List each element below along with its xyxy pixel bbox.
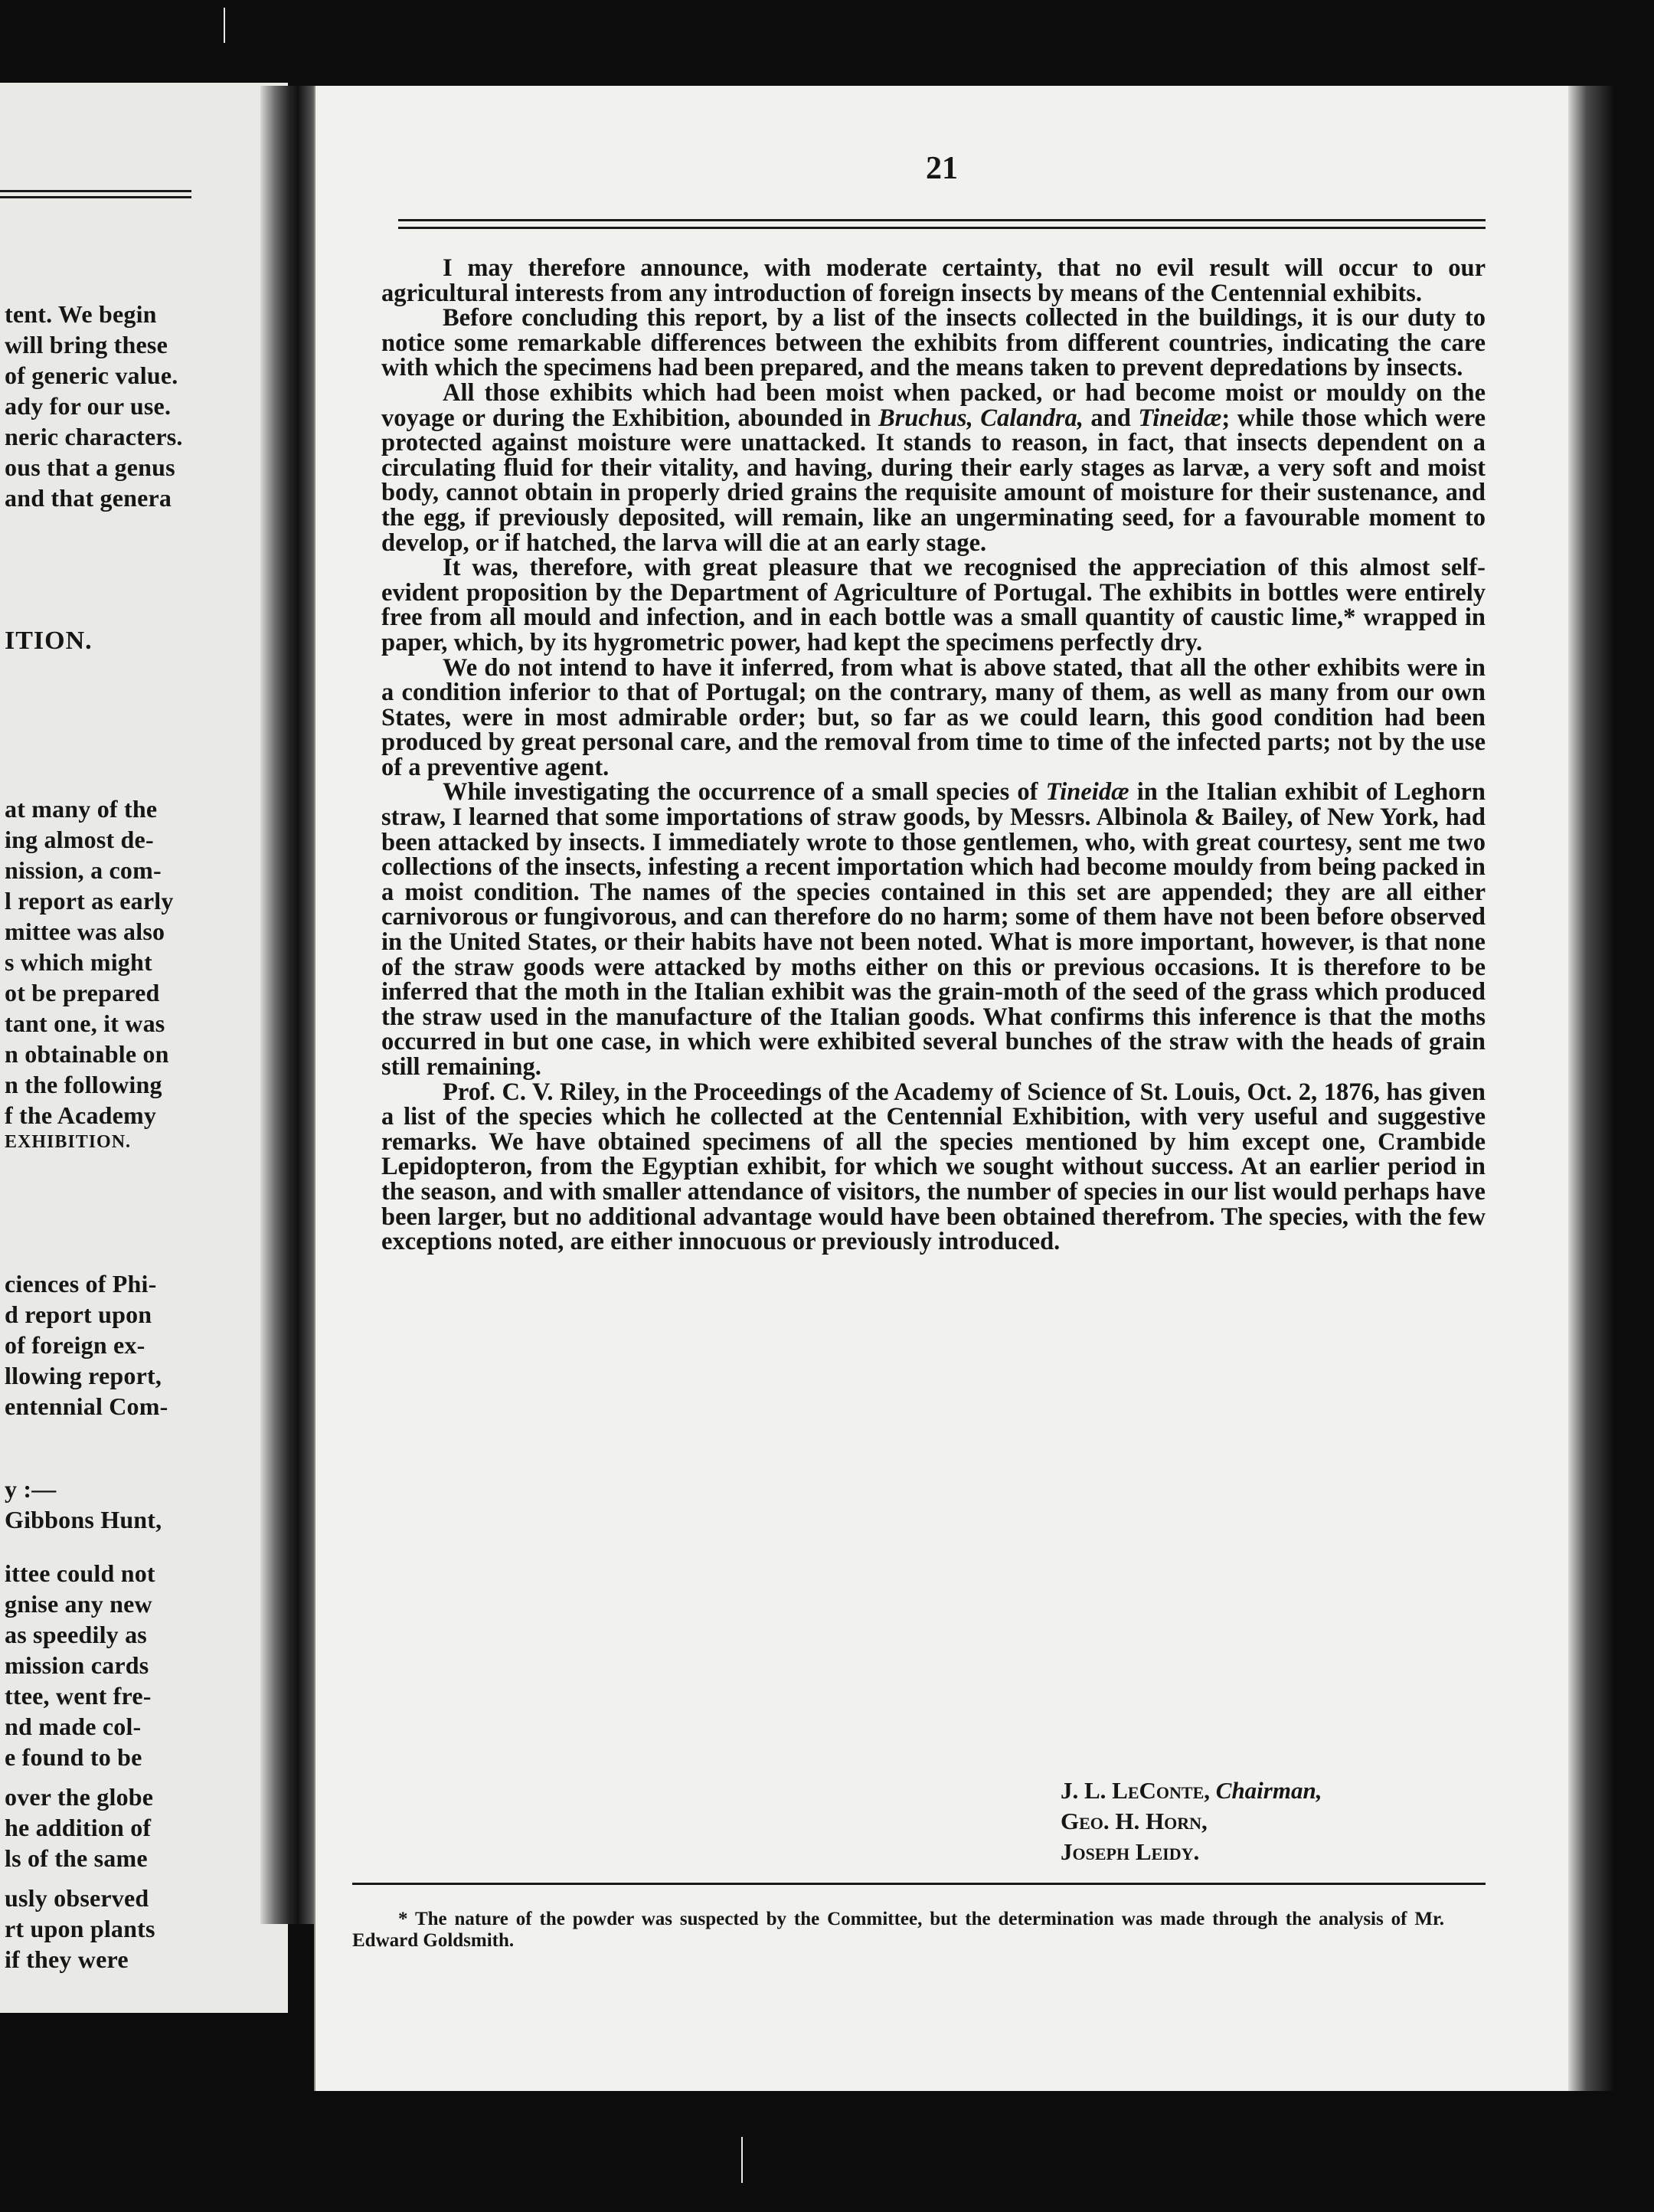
facing-page-line: ing almost de- bbox=[5, 826, 154, 853]
facing-page-line: llowing report, bbox=[5, 1362, 162, 1389]
facing-page-line: ot be prepared bbox=[5, 979, 160, 1006]
header-rule bbox=[398, 219, 1486, 221]
facing-page-line: f the Academy bbox=[5, 1101, 157, 1129]
facing-page-line: y :— bbox=[5, 1475, 57, 1503]
facing-page-line: e found to be bbox=[5, 1743, 142, 1771]
paragraph: Prof. C. V. Riley, in the Proceedings of the Academy of Science of St. Louis, Oct. 2, 1876, has given a list of the species which he collected at the Centennial Exhibition, with very useful and suggestive remarks. We have obtained specimens of all the species mentioned by him except one, Crambide Lepidopteron, from the Egyptian exhibit, for which we sought without success. At an earlier period in the season, and with smaller attendance of visitors, the number of species in our list would perhaps have been larger, but no additional advantage would have been obtained therefrom. The species, with the few exceptions noted, are either innocuous or previously introduced. bbox=[381, 1078, 1486, 1256]
facing-page-line: l report as early bbox=[5, 887, 174, 915]
facing-page bbox=[0, 83, 288, 2013]
facing-page-heading: ITION. bbox=[5, 627, 93, 655]
facing-page-line: s which might bbox=[5, 948, 152, 976]
facing-page-line: and that genera bbox=[5, 484, 172, 512]
page-number: 21 bbox=[926, 151, 958, 186]
facing-page-line: ittee could not bbox=[5, 1559, 155, 1587]
paragraph: It was, therefore, with great pleasure that we recognised the appreciation of this almost self-evident proposition by the Department of Agriculture of Portugal. The exhibits in bottles were entirely free from all mould and infection, and in each bottle was a small quantity of caustic lime,* wrapped in paper, which, by its hygrometric power, had kept the specimens perfectly dry. bbox=[381, 554, 1486, 656]
paragraph: Before concluding this report, by a list of the insects collected in the buildings, it is our duty to notice some remarkable differences between the exhibits from different countries, indicating the care with which the specimens had been prepared, and the means taken to prevent depredations by insects. bbox=[381, 304, 1486, 382]
footnote: * The nature of the powder was suspected by the Committee, but the determination was made through the analysis of Mr. Edward Goldsmith. bbox=[352, 1909, 1444, 1951]
scan-mark bbox=[741, 2137, 743, 2183]
facing-page-line: if they were bbox=[5, 1945, 129, 1973]
body-text bbox=[381, 256, 1486, 1255]
paragraph: While investigating the occurrence of a small species of Tineidæ in the Italian exhibit of Leghorn straw, I learned that some importations of straw goods, by Messrs. Albinola & Bailey, of New York, had been attacked by insects. I immediately wrote to those gentlemen, who, with great courtesy, sent me two collections of the insects, infesting a recent importation which had become mouldy from being packed in a moist condition. The names of the species contained in this set are appended; they are all either carnivorous or fungivorous, and can therefore do no harm; some of them have not been before observed in the United States, or their habits have not been noted. What is more important, however, is that none of the straw goods were attacked by moths either on this or previous occasions. It is therefore to be inferred that the moth in the Italian exhibit was the grain-moth of the seed of the grass which produced the straw used in the manufacture of the Italian goods. What confirms this inference is that the moths occurred in but one case, in which were exhibited several bunches of the straw with the heads of grain still remaining. bbox=[381, 778, 1486, 1081]
facing-page-line: usly observed bbox=[5, 1884, 149, 1912]
facing-page-line: d report upon bbox=[5, 1301, 152, 1328]
signature-role: Chairman, bbox=[1215, 1777, 1322, 1804]
facing-page-line: ciences of Phi- bbox=[5, 1270, 157, 1297]
facing-page-line: entennial Com- bbox=[5, 1392, 168, 1420]
facing-page-line: ady for our use. bbox=[5, 392, 172, 420]
facing-page-line: gnise any new bbox=[5, 1590, 152, 1618]
facing-page-line: of generic value. bbox=[5, 362, 178, 389]
signature-leidy bbox=[1061, 1837, 1322, 1867]
paragraph: We do not intend to have it inferred, from what is above stated, that all the other exhibits were in a condition inferior to that of Portugal; on the contrary, many of them, as well as many from our own States, were in most admirable order; but, so far as we could learn, this good condition had been produced by great personal care, and the removal from time to time of the infected parts; not by the use of a preventive agent. bbox=[381, 653, 1486, 781]
signature-name: Joseph Leidy. bbox=[1061, 1838, 1200, 1865]
facing-page-line: over the globe bbox=[5, 1783, 154, 1811]
facing-page-line: of foreign ex- bbox=[5, 1331, 145, 1359]
facing-page-line: ttee, went fre- bbox=[5, 1682, 152, 1710]
facing-page-line: Gibbons Hunt, bbox=[5, 1506, 162, 1533]
facing-page-line: nission, a com- bbox=[5, 856, 162, 884]
footnote-rule bbox=[352, 1883, 1486, 1885]
facing-page-line: as speedily as bbox=[5, 1621, 147, 1648]
header-rule bbox=[398, 227, 1486, 229]
facing-page-line: rt upon plants bbox=[5, 1915, 155, 1942]
signature-leconte bbox=[1061, 1775, 1322, 1806]
facing-page-line: will bring these bbox=[5, 331, 168, 358]
facing-page-subheading: EXHIBITION. bbox=[5, 1132, 132, 1152]
page-edge-shadow bbox=[1568, 86, 1614, 2091]
signature-horn bbox=[1061, 1806, 1322, 1837]
facing-page-line: ous that a genus bbox=[5, 453, 175, 481]
facing-page-line: tant one, it was bbox=[5, 1009, 165, 1037]
facing-page-line: at many of the bbox=[5, 795, 158, 823]
scan-mark bbox=[224, 8, 225, 43]
facing-page-rule bbox=[0, 196, 191, 198]
paragraph: All those exhibits which had been moist when packed, or had become moist or mouldy on the voyage or during the Exhibition, abounded in Bruchus, Calandra, and Tineidæ; while those which were protected against moisture were unattacked. It stands to reason, in fact, that insects dependent on a circulating fluid for their vitality, and having, during their early stages as larvæ, a very soft and moist body, cannot obtain in properly dried grains the requisite amount of moisture for their sustenance, and the egg, if previously deposited, will remain, like an ungerminating seed, for a favourable moment to develop, or if hatched, the larva will die at an early stage. bbox=[381, 378, 1486, 557]
facing-page-line: mission cards bbox=[5, 1651, 149, 1679]
facing-page-line: mittee was also bbox=[5, 918, 165, 945]
facing-page-line: neric characters. bbox=[5, 423, 183, 450]
signature-name: Geo. H. Horn, bbox=[1061, 1808, 1208, 1834]
paragraph: I may therefore announce, with moderate certainty, that no evil result will occur to our agricultural interests from any introduction of foreign insects by means of the Centennial exhibits. bbox=[381, 254, 1486, 307]
signatures bbox=[1061, 1775, 1322, 1867]
facing-page-line: he addition of bbox=[5, 1814, 152, 1841]
facing-page-line: nd made col- bbox=[5, 1713, 142, 1740]
signature-name: J. L. LeConte, bbox=[1061, 1777, 1211, 1804]
facing-page-line: tent. We begin bbox=[5, 300, 157, 328]
facing-page-line: ls of the same bbox=[5, 1844, 148, 1872]
facing-page-rule bbox=[0, 190, 191, 192]
facing-page-line: n the following bbox=[5, 1071, 162, 1098]
facing-page-line: n obtainable on bbox=[5, 1040, 169, 1068]
